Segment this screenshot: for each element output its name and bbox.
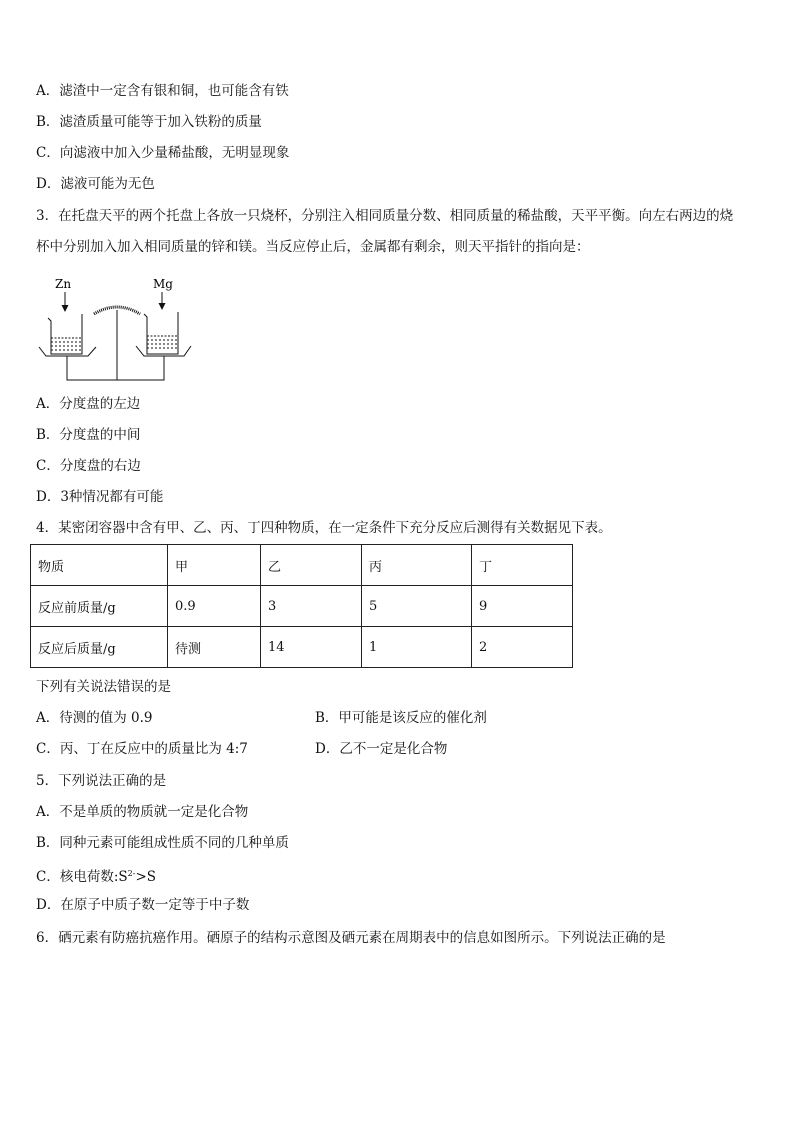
q6-stem: 6．硒元素有防癌抗癌作用。硒原子的结构示意图及硒元素在周期表中的信息如图所示。下列说法正确的是 xyxy=(36,930,666,946)
q2-option-b: B．滤渣质量可能等于加入铁粉的质量 xyxy=(36,114,262,130)
table-cell: 1 xyxy=(362,627,472,668)
left-beaker xyxy=(48,314,82,354)
q4-option-a: A．待测的值为 0.9 xyxy=(36,710,153,726)
table-row xyxy=(31,627,573,668)
q4-option-c: C．丙、丁在反应中的质量比为 4:7 xyxy=(36,741,248,757)
zn-arrow-head xyxy=(62,305,69,312)
right-beaker xyxy=(144,312,178,354)
q3-option-a: A．分度盘的左边 xyxy=(36,396,141,412)
table-row xyxy=(31,586,573,627)
q4-stem: 4．某密闭容器中含有甲、乙、丙、丁四种物质，在一定条件下充分反应后测得有关数据见下表。 xyxy=(36,520,612,536)
superscript-charge: 2- xyxy=(127,869,136,878)
table-cell: 5 xyxy=(362,586,472,627)
table-cell: 乙 xyxy=(261,545,362,586)
mg-label: Mg xyxy=(153,277,173,291)
q3-option-d: D．3种情况都有可能 xyxy=(36,489,164,505)
q4-prompt: 下列有关说法错误的是 xyxy=(36,679,171,695)
q5-option-c-suffix: >S xyxy=(135,869,156,885)
zn-label: Zn xyxy=(55,277,72,291)
q2-option-a: A．滤渣中一定含有银和铜，也可能含有铁 xyxy=(36,83,289,99)
data-table xyxy=(30,544,573,668)
table-cell: 反应前质量/g xyxy=(31,586,168,627)
q5-option-c xyxy=(36,865,156,886)
q2-option-d: D．滤液可能为无色 xyxy=(36,176,155,192)
table-cell: 9 xyxy=(472,586,573,627)
q4-option-d: D．乙不一定是化合物 xyxy=(315,741,448,757)
q2-option-c: C．向滤液中加入少量稀盐酸，无明显现象 xyxy=(36,145,290,161)
balance-diagram xyxy=(36,272,206,384)
balance-base xyxy=(67,356,164,380)
left-pan xyxy=(39,347,96,356)
q5-stem: 5．下列说法正确的是 xyxy=(36,773,167,789)
table-cell: 待测 xyxy=(168,627,261,668)
q5-option-b: B．同种元素可能组成性质不同的几种单质 xyxy=(36,835,289,851)
table-cell: 物质 xyxy=(31,545,168,586)
table-cell: 2 xyxy=(472,627,573,668)
table-cell: 反应后质量/g xyxy=(31,627,168,668)
table-cell: 丙 xyxy=(362,545,472,586)
table-cell: 0.9 xyxy=(168,586,261,627)
q5-option-a: A．不是单质的物质就一定是化合物 xyxy=(36,804,249,820)
table-cell: 14 xyxy=(261,627,362,668)
table-header-row xyxy=(31,545,573,586)
q3-option-b: B．分度盘的中间 xyxy=(36,427,141,443)
mg-arrow-head xyxy=(159,303,166,310)
q3-stem-line2: 杯中分别加入加入相同质量的锌和镁。当反应停止后，金属都有剩余，则天平指针的指向是： xyxy=(36,239,590,255)
table-cell: 丁 xyxy=(472,545,573,586)
q4-option-b: B．甲可能是该反应的催化剂 xyxy=(315,710,487,726)
table-cell: 3 xyxy=(261,586,362,627)
q5-option-d: D．在原子中质子数一定等于中子数 xyxy=(36,897,250,913)
table-cell: 甲 xyxy=(168,545,261,586)
q3-option-c: C．分度盘的右边 xyxy=(36,458,141,474)
q5-option-c-prefix: C．核电荷数:S xyxy=(36,869,128,885)
q3-stem-line1: 3．在托盘天平的两个托盘上各放一只烧杯，分别注入相同质量分数、相同质量的稀盐酸，天平平衡。向左右两边的烧 xyxy=(36,208,734,224)
